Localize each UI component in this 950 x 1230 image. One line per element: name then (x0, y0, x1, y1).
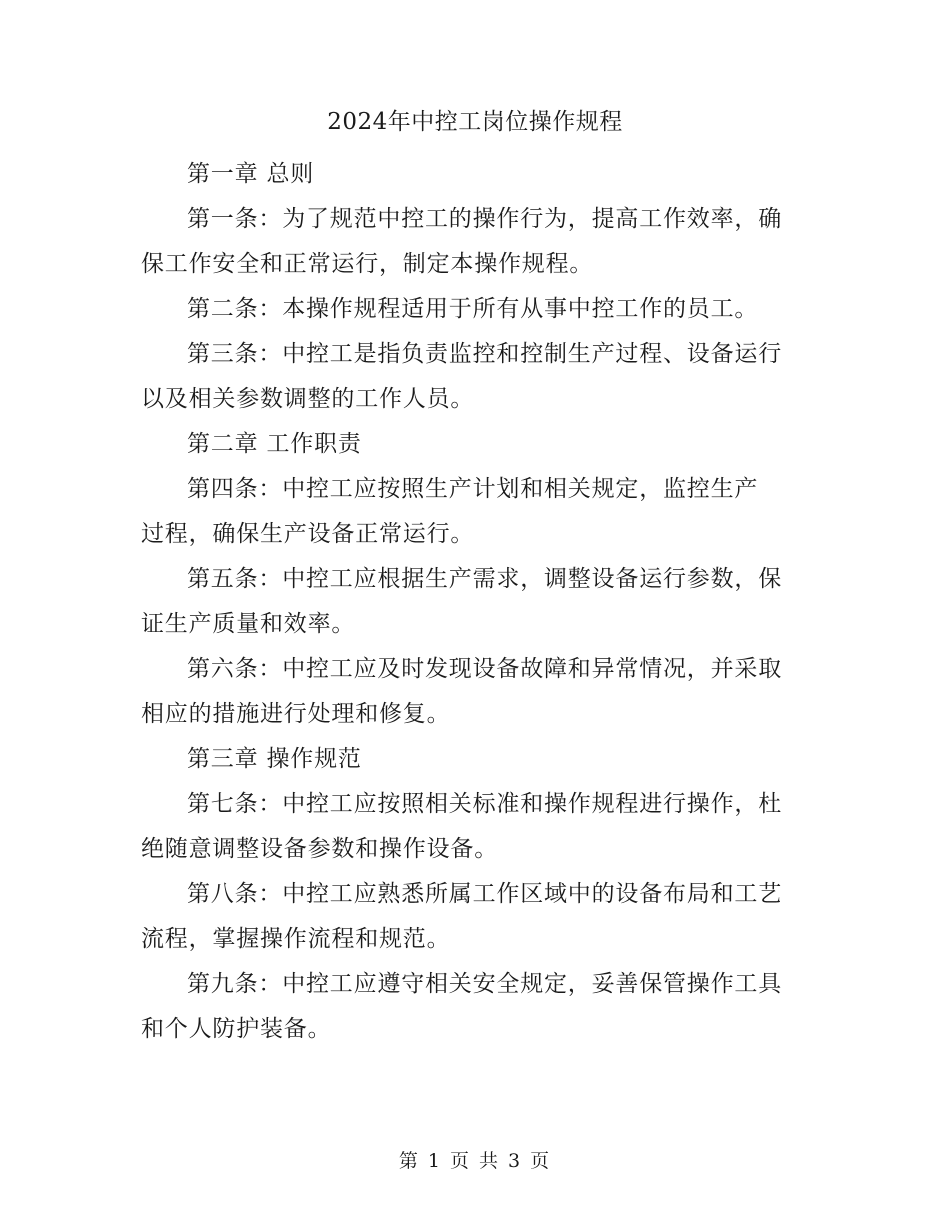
chapter-heading: 第三章 操作规范 (187, 746, 362, 772)
article-paragraph: 第八条：中控工应熟悉所属工作区域中的设备布局和工艺流程，掌握操作流程和规范。 (141, 881, 782, 952)
chapter-heading: 第二章 工作职责 (187, 431, 362, 457)
page-number-footer: 第 1 页 共 3 页 (398, 1150, 552, 1172)
article-paragraph: 第二条：本操作规程适用于所有从事中控工作的员工。 (187, 296, 759, 322)
article-paragraph: 第三条：中控工是指负责监控和控制生产过程、设备运行以及相关参数调整的工作人员。 (141, 341, 782, 412)
article-paragraph: 第一条：为了规范中控工的操作行为，提高工作效率，确保工作安全和正常运行，制定本操作规程。 (141, 206, 782, 277)
article-paragraph: 第六条：中控工应及时发现设备故障和异常情况，并采取相应的措施进行处理和修复。 (141, 656, 782, 727)
article-paragraph: 第五条：中控工应根据生产需求，调整设备运行参数，保证生产质量和效率。 (141, 566, 782, 637)
article-paragraph: 第七条：中控工应按照相关标准和操作规程进行操作，杜绝随意调整设备参数和操作设备。 (141, 791, 782, 862)
article-paragraph: 第九条：中控工应遵守相关安全规定，妥善保管操作工具和个人防护装备。 (141, 971, 782, 1042)
article-paragraph: 第四条：中控工应按照生产计划和相关规定，监控生产过程，确保生产设备正常运行。 (141, 476, 759, 547)
chapter-heading: 第一章 总则 (187, 161, 315, 187)
document-body (141, 152, 796, 1052)
document-title: 2024年中控工岗位操作规程 (327, 109, 623, 135)
